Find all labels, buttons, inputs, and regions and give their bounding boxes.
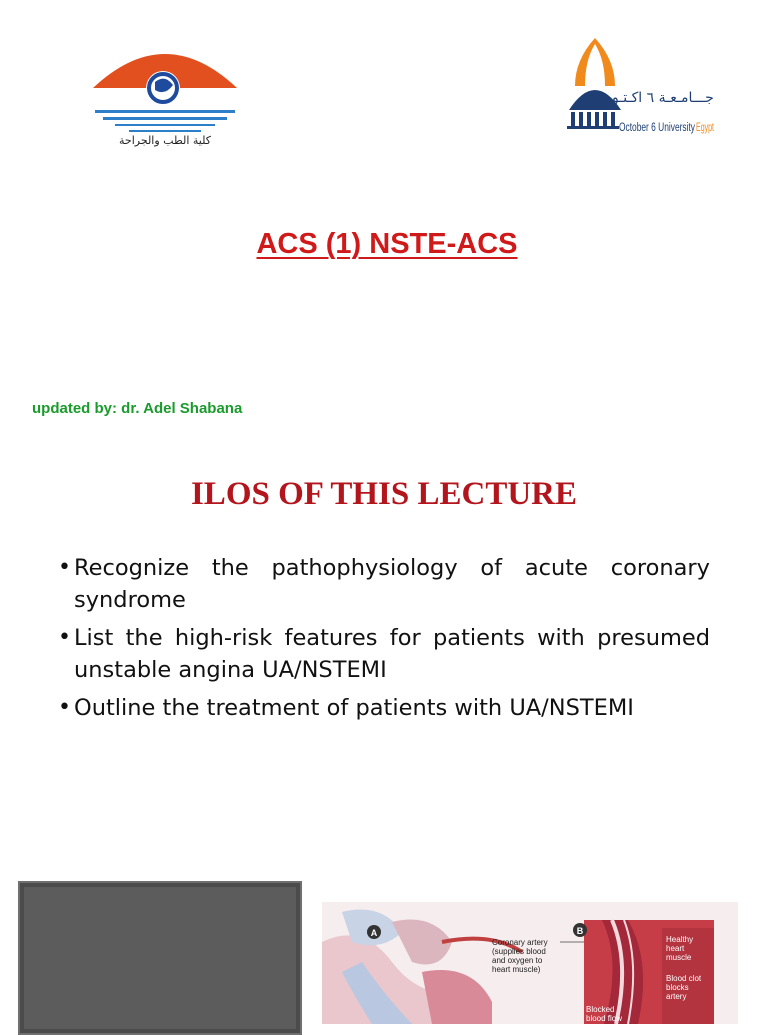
ilos-item-text: List the high-risk features for patients with presumed unstable angina UA/NSTEMI — [74, 625, 710, 683]
heart-attack-illustration — [322, 902, 738, 1024]
ilos-title: ILOS OF THIS LECTURE — [190, 476, 578, 512]
panel-a-label: A — [370, 928, 378, 938]
faculty-logo-caption: كلية الطب والجراحة — [119, 134, 211, 147]
ilos-list — [58, 552, 710, 730]
coronary-artery-label: Coronary artery (supplies blood and oxygen to heart muscle) — [492, 938, 548, 974]
ilos-item — [58, 622, 710, 686]
blocked-flow-label: Blocked blood flow — [586, 1005, 623, 1023]
university-logo — [555, 30, 715, 142]
ilos-item-text: Outline the treatment of patients with UA/NSTEMI — [74, 695, 634, 721]
blood-clot-label: Blood clot blocks artery — [666, 974, 702, 1001]
healthy-muscle-label: Healthy heart muscle — [666, 935, 694, 962]
university-logo-english-text: October 6 University — [619, 122, 696, 134]
bullet-icon: • — [58, 625, 71, 650]
panel-b-label: B — [576, 926, 584, 936]
lecture-title: ACS (1) NSTE-ACS — [256, 228, 518, 260]
ilos-item — [58, 692, 710, 724]
university-logo-country-text: Egypt — [696, 122, 715, 134]
faculty-logo — [85, 30, 245, 150]
ilos-item — [58, 552, 710, 616]
ilos-item-text: Recognize the pathophysiology of acute coronary syndrome — [74, 555, 710, 613]
updated-by-text: updated by: dr. Adel Shabana — [32, 400, 243, 417]
university-logo-arabic-text: جـــامـعـة ٦ اكـتـوبـر — [596, 90, 714, 106]
bullet-icon: • — [58, 695, 71, 720]
bullet-icon: • — [58, 555, 71, 580]
dark-image-panel — [18, 881, 302, 1035]
